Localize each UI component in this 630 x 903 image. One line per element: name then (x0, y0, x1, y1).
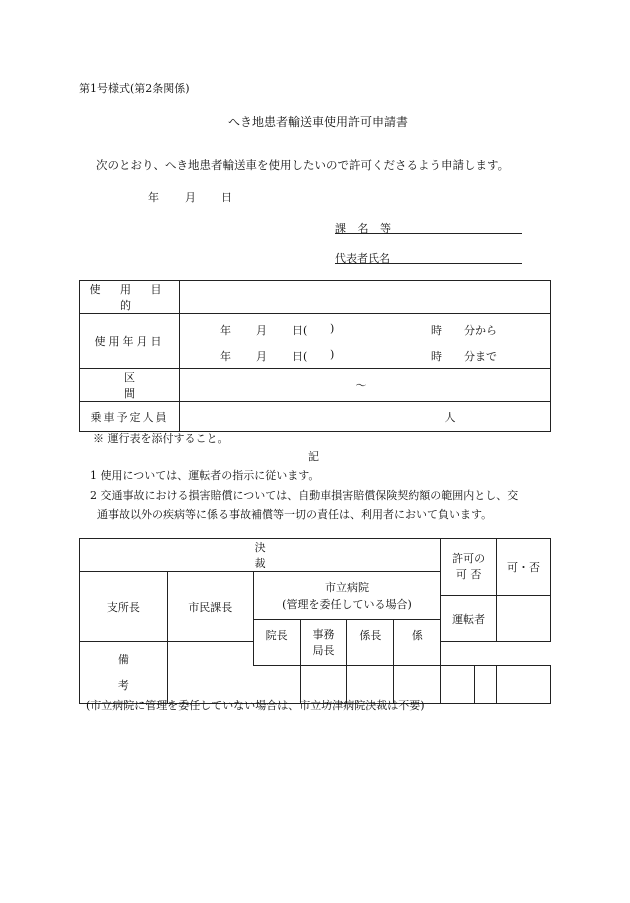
end-day: 日( (292, 350, 308, 363)
section-field[interactable] (180, 369, 551, 402)
incho-label: 院長 (253, 620, 300, 666)
approval-table (79, 538, 551, 704)
kakaricho-stamp[interactable] (475, 666, 497, 704)
biko-2: 考 (117, 678, 129, 692)
period-field[interactable] (180, 314, 551, 369)
biko-field[interactable] (167, 642, 300, 704)
date-month: 月 (185, 191, 196, 204)
hospital-header (253, 572, 441, 620)
purpose-field[interactable] (180, 281, 551, 314)
kahi-label: 可・否 (507, 561, 541, 574)
ki-heading: 記 (308, 450, 319, 463)
usage-table (79, 280, 551, 432)
term-1: 1 使用については、運転者の指示に従います。 (90, 469, 320, 482)
start-year: 年 (220, 324, 231, 337)
shiminkacho-label: 市民課長 (167, 572, 253, 642)
section-label: 区 間 (80, 369, 180, 402)
start-month: 月 (256, 324, 267, 337)
end-paren-close: ) (330, 348, 335, 361)
representative-label: 代表者氏名 (335, 252, 390, 265)
kahi-cell[interactable] (497, 539, 551, 596)
passengers-unit: 人 (444, 410, 456, 424)
passengers-label: 乗車予定人員 (80, 402, 180, 432)
purpose-label: 使 用 目 的 (80, 281, 180, 314)
intro-text: 次のとおり、へき地患者輸送車を使用したいので許可くださるよう申請します。 (96, 158, 510, 172)
jimu-line-1: 事務 (312, 628, 335, 641)
shishocho-label: 支所長 (80, 572, 168, 642)
page-title: へき地患者輸送車使用許可申請書 (228, 115, 409, 129)
biko-1: 備 (117, 652, 129, 666)
representative-line[interactable] (335, 263, 522, 264)
jimu-line-2: 局長 (312, 644, 335, 657)
section-name-line[interactable] (335, 233, 522, 234)
footer-note: (市立病院に管理を委任していない場合は、市立坊津病院決裁は不要) (86, 699, 425, 712)
hospital-title: 市立病院 (324, 580, 369, 594)
start-minute: 分から (464, 324, 497, 337)
kessai-header: 決 裁 (80, 539, 441, 572)
end-minute: 分まで (464, 350, 497, 363)
date-year: 年 (148, 191, 159, 204)
kyoka-label-2: 可 否 (455, 568, 482, 581)
end-hour: 時 (431, 350, 442, 363)
term-2-cont: 通事故以外の疾病等に係る事故補償等一切の責任は、利用者において負います。 (97, 508, 493, 521)
biko-label (80, 642, 168, 704)
date-day: 日 (221, 191, 232, 204)
attachment-note: ※ 運行表を添付すること。 (93, 432, 229, 445)
start-paren-close: ) (330, 322, 335, 335)
kyoka-label-1: 許可の (452, 552, 486, 565)
start-hour: 時 (431, 324, 442, 337)
end-month: 月 (256, 350, 267, 363)
jimukyokucho-label (300, 620, 347, 666)
date-label: 使用年月日 (80, 314, 180, 369)
kyoka-label (441, 539, 497, 596)
kakaricho-label: 係長 (347, 620, 394, 666)
jimukyokucho-stamp[interactable] (441, 666, 475, 704)
untensha-field[interactable] (497, 596, 551, 642)
kakari-stamp[interactable] (497, 666, 551, 704)
untensha-label: 運転者 (441, 596, 497, 642)
kakari-label: 係 (394, 620, 441, 666)
hospital-sub: (管理を委任している場合) (282, 597, 412, 611)
section-name-label: 課 名 等 (335, 222, 395, 235)
start-day: 日( (292, 324, 308, 337)
form-number: 第1号様式(第2条関係) (79, 82, 190, 95)
end-year: 年 (220, 350, 231, 363)
term-2: 2 交通事故における損害賠償については、自動車損害賠償保険契約額の範囲内とし、交 (90, 489, 519, 502)
passengers-field[interactable] (180, 402, 551, 432)
section-separator: 〜 (355, 379, 367, 392)
